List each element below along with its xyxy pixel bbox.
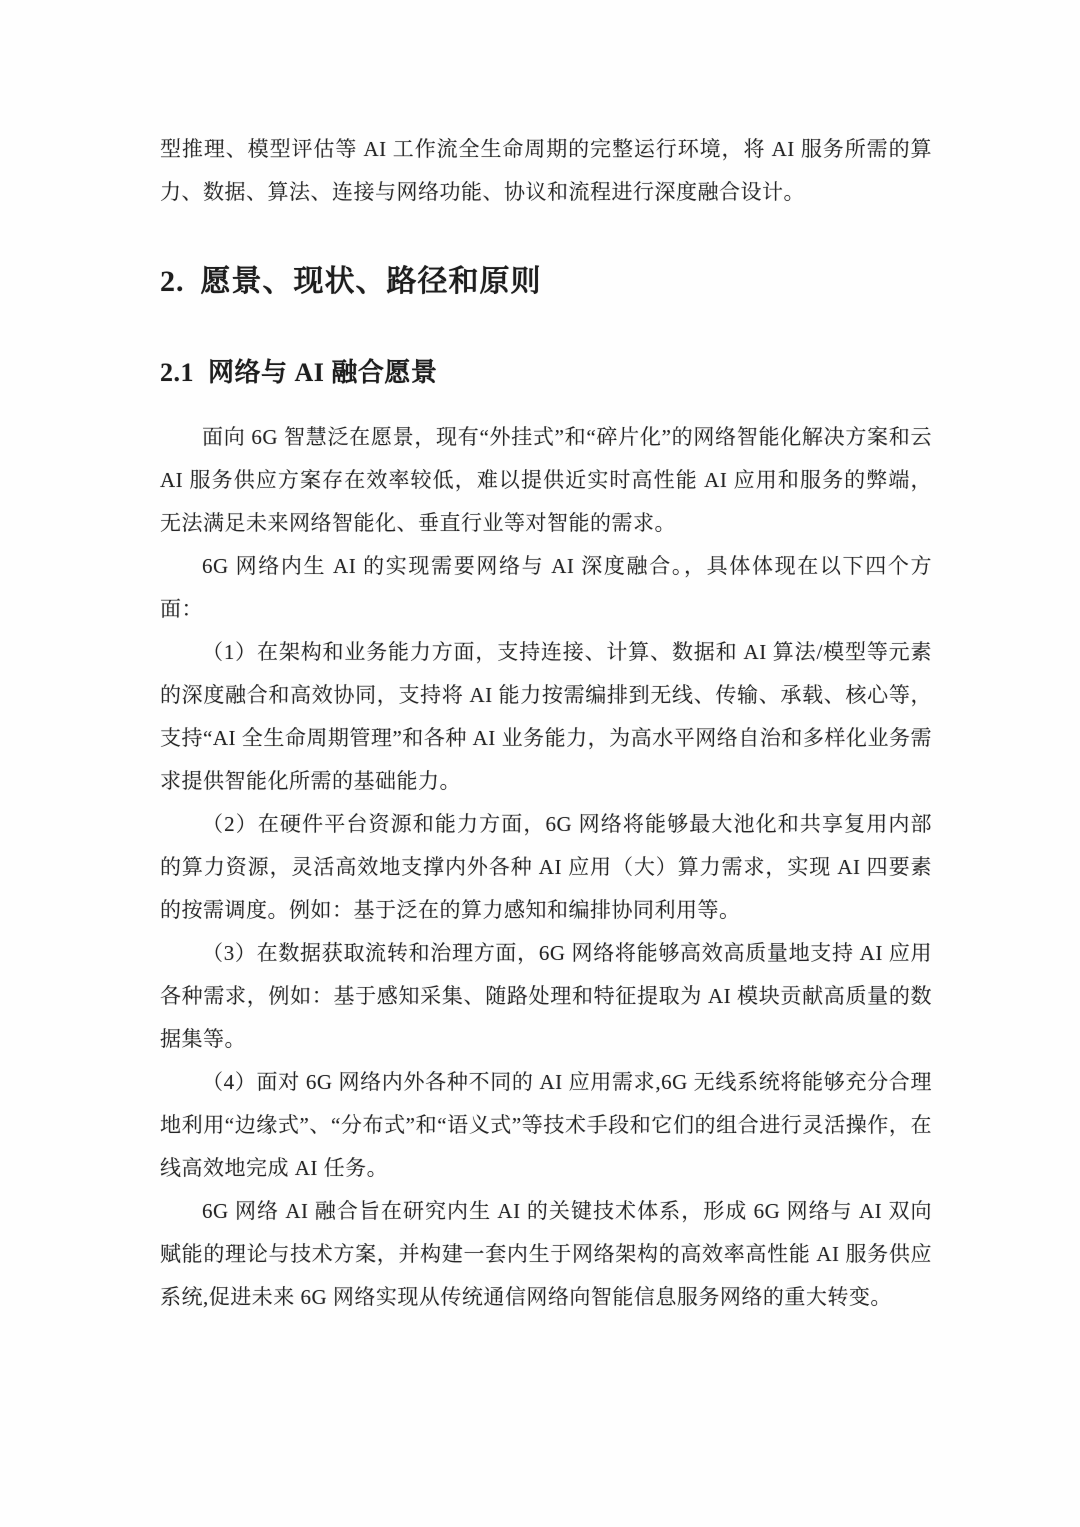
- paragraph-four-aspects-lead: 6G 网络内生 AI 的实现需要网络与 AI 深度融合。，具体体现在以下四个方面：: [160, 554, 932, 621]
- paragraph-item-3-data: （3）在数据获取流转和治理方面，6G 网络将能够高效高质量地支持 AI 应用各种需求，例如：基于感知采集、随路处理和特征提取为 AI 模块贡献高质量的数据集等。: [160, 941, 932, 1051]
- subsection-number: 2.1: [160, 358, 194, 387]
- page-content: [160, 128, 932, 1319]
- paragraph-vision-overview: 面向 6G 智慧泛在愿景，现有“外挂式”和“碎片化”的网络智能化解决方案和云 AI 服务供应方案存在效率较低，难以提供近实时高性能 AI 应用和服务的弊端，无法满足未来网络智能化、垂直行业等对智能的需求。: [160, 425, 932, 535]
- paragraph-continuation: 型推理、模型评估等 AI 工作流全生命周期的完整运行环境，将 AI 服务所需的算力、数据、算法、连接与网络功能、协议和流程进行深度融合设计。: [160, 137, 932, 204]
- subsection-title: 网络与 AI 融合愿景: [208, 358, 438, 387]
- paragraph-item-4-wireless: （4）面对 6G 网络内外各种不同的 AI 应用需求,6G 无线系统将能够充分合理地利用“边缘式”、“分布式”和“语义式”等技术手段和它们的组合进行灵活操作，在线高效地完成 AI 任务。: [160, 1070, 932, 1180]
- section-number: 2.: [160, 265, 185, 298]
- paragraph-item-2-hardware: （2）在硬件平台资源和能力方面，6G 网络将能够最大池化和共享复用内部的算力资源，灵活高效地支撑内外各种 AI 应用（大）算力需求，实现 AI 四要素的按需调度。例如：基于泛在的算力感知和编排协同利用等。: [160, 812, 932, 922]
- section-title: 愿景、现状、路径和原则: [200, 265, 542, 298]
- paragraph-conclusion: 6G 网络 AI 融合旨在研究内生 AI 的关键技术体系，形成 6G 网络与 AI 双向赋能的理论与技术方案，并构建一套内生于网络架构的高效率高性能 AI 服务供应系统,促进未来 6G 网络实现从传统通信网络向智能信息服务网络的重大转变。: [160, 1199, 932, 1309]
- subsection-heading: [160, 356, 932, 390]
- section-heading: [160, 262, 932, 302]
- paragraph-item-1-architecture: （1）在架构和业务能力方面，支持连接、计算、数据和 AI 算法/模型等元素的深度融合和高效协同，支持将 AI 能力按需编排到无线、传输、承载、核心等，支持“AI 全生命周期管理”和各种 AI 业务能力，为高水平网络自治和多样化业务需求提供智能化所需的基础能力。: [160, 640, 932, 793]
